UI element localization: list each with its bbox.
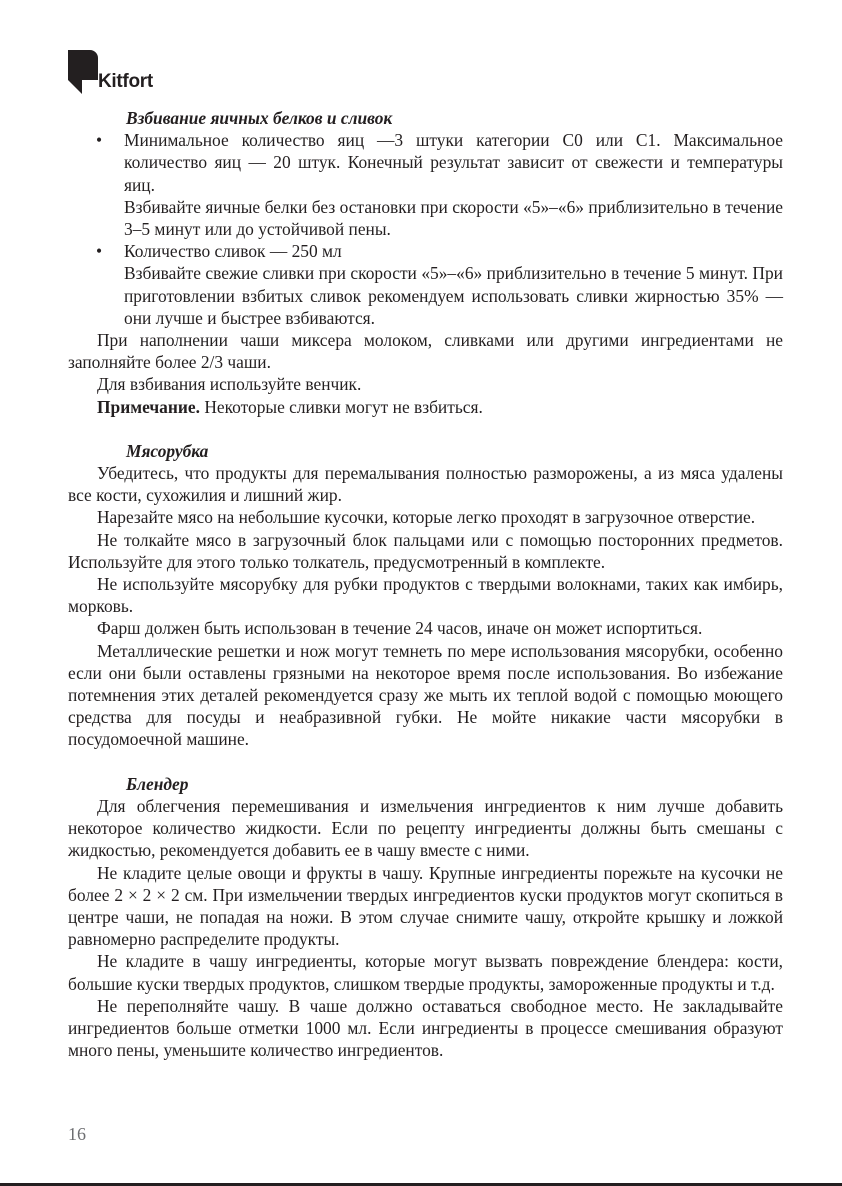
- section-title-whipping: Взбивание яичных белков и сливок: [126, 108, 393, 128]
- paragraph: Для облегчения перемешивания и измельчения ингредиентов к ним лучше добавить некоторое количество жидкости. Если по рецепту ингредиенты должны быть смешаны с жидкостью, рекомендуется добавить ее в чашу вместе с ними.: [68, 795, 783, 861]
- note-label: Примечание.: [97, 396, 200, 417]
- note-paragraph: [68, 396, 783, 418]
- section-title-grinder: Мясорубка: [126, 440, 209, 461]
- kitfort-logo-icon: [68, 50, 98, 94]
- section-title-blender: Блендер: [126, 773, 189, 794]
- paragraph: Не переполняйте чашу. В чаше должно оставаться свободное место. Не закладывайте ингредиентов больше отметки 1000 мл. Если ингредиенты в процессе смешивания образуют много пены, уменьшите количество ингредиентов.: [68, 995, 783, 1061]
- bullet-icon: •: [96, 130, 103, 151]
- brand-name: Kitfort: [98, 71, 153, 92]
- list-item: [68, 240, 783, 329]
- bullet-text: Количество сливок — 250 мл: [124, 241, 342, 262]
- paragraph: Нарезайте мясо на небольшие кусочки, которые легко проходят в загрузочное отверстие.: [97, 507, 756, 528]
- page-content: [68, 107, 783, 1061]
- kitfort-logo: [68, 44, 178, 104]
- paragraph: Металлические решетки и нож могут темнеть по мере использования мясорубки, особенно если они были оставлены грязными на некоторое время после использования. Во избежание потемнения этих деталей рекомендуется сразу же мыть их теплой водой с помощью моющего средства для посуды и неабразивной губки. Не мойте никакие части мясорубки в посудомоечной машине.: [68, 640, 783, 750]
- bullet-icon: •: [96, 241, 103, 262]
- whipping-bullet-list: [68, 129, 783, 329]
- paragraph: Не толкайте мясо в загрузочный блок пальцами или с помощью посторонних предметов. Используйте для этого только толкатель, предусмотренный в комплекте.: [68, 529, 783, 572]
- page-number: 16: [68, 1124, 86, 1144]
- bullet-subtext: Взбивайте яичные белки без остановки при скорости «5»–«6» приблизительно в течение 3–5 минут или до устойчивой пены.: [124, 196, 783, 240]
- paragraph: Фарш должен быть использован в течение 24 часов, иначе он может испортиться.: [97, 618, 703, 639]
- paragraph: Для взбивания используйте венчик.: [97, 374, 362, 395]
- list-item: [68, 129, 783, 240]
- section-spacer: [68, 418, 783, 440]
- section-spacer: [68, 751, 783, 773]
- paragraph: Не кладите в чашу ингредиенты, которые могут вызвать повреждение блендера: кости, большие куски твердых продуктов, слишком твердые продукты, замороженные продукты и т.д.: [68, 951, 783, 994]
- paragraph: При наполнении чаши миксера молоком, сливками или другими ингредиентами не заполняйте более 2/3 чаши.: [68, 330, 783, 373]
- bullet-text: Минимальное количество яиц —3 штуки категории С0 или С1. Максимальное количество яиц — 20 штук. Конечный результат зависит от свежести и температуры яиц.: [124, 130, 783, 195]
- paragraph: Убедитесь, что продукты для перемалывания полностью разморожены, а из мяса удалены все кости, сухожилия и лишний жир.: [68, 463, 783, 506]
- paragraph: Не используйте мясорубку для рубки продуктов с твердыми волокнами, таких как имбирь, морковь.: [68, 574, 783, 617]
- paragraph: Не кладите целые овощи и фрукты в чашу. Крупные ингредиенты порежьте на кусочки не более 2 × 2 × 2 см. При измельчении твердых ингредиентов куски продуктов могут скопиться в центре чаши, не попадая на ножи. В этом случае снимите чашу, откройте крышку и ложкой равномерно распределите продукты.: [68, 862, 783, 950]
- note-text: Некоторые сливки могут не взбиться.: [199, 396, 483, 417]
- bullet-subtext: Взбивайте свежие сливки при скорости «5»–«6» приблизительно в течение 5 минут. При приготовлении взбитых сливок рекомендуем использовать сливки жирностью 35% — они лучше и быстрее взбиваются.: [124, 263, 783, 328]
